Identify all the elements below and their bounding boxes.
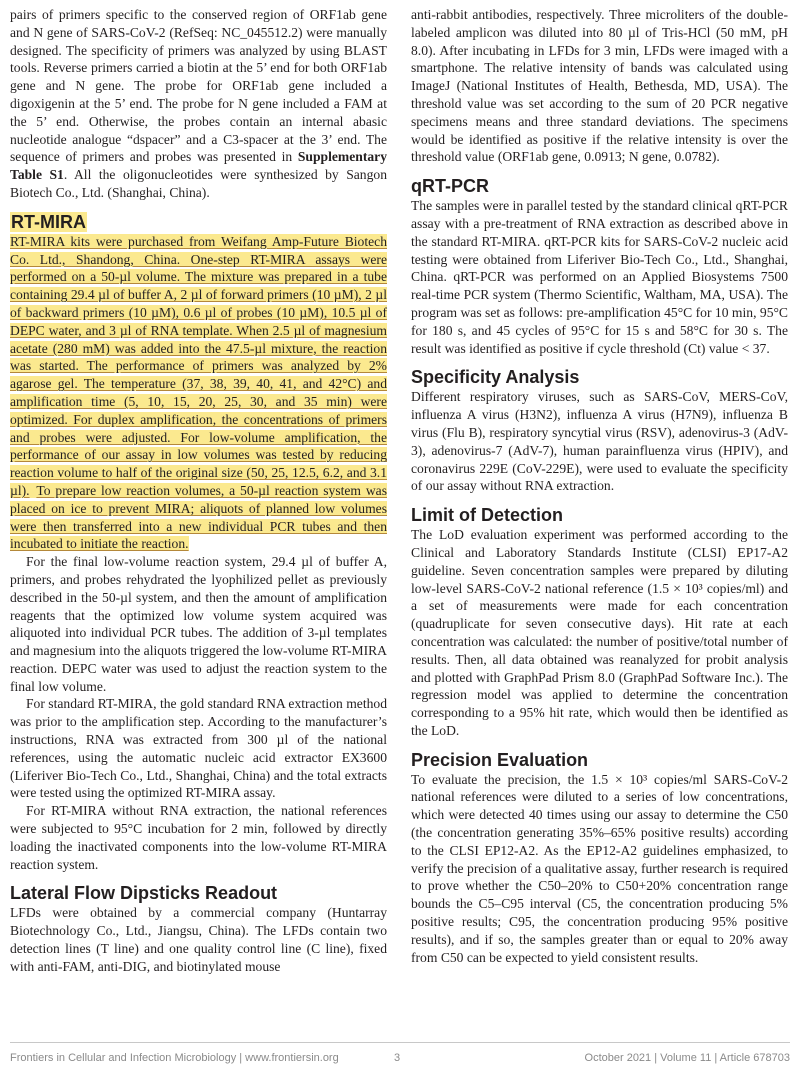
limit-of-detection-paragraph: The LoD evaluation experiment was performed according to the Clinical and Laboratory Standards Institute (CLSI) EP17-A2 guideline. Seven concentration samples were prepared by diluting low-level SARS-CoV-2 national reference (1.5 × 10³ copies/ml) and a set of measurements were made for each concentration (quadruplicate for seven consecutive days). Hit rate at each concentration was calculated: the number of positive/total number of results. Then, all data obtained was reanalyzed for probit analysis and plotted with GraphPad Prism 8.0 (GraphPad Software Inc.). The regression model was applied to determine the concentration corresponding to a 95% hit rate, which would then be identified as the LoD. — [411, 527, 788, 738]
precision-paragraph: To evaluate the precision, the 1.5 × 10³ copies/ml SARS-CoV-2 national references were diluted to a series of low concentrations, which were detected 40 times using our assay to determine the C50 (the concentration generating 35%–65% positive results) according to the CLSI EP12-A2. As the EP12-A2 guidelines emphasized, to verify the precision of a qualitative assay, further research is required to prove whether the C50–20% to C50+20% concentration range bounds the C5–C95 interval (C5, the concentration producing 5% positive results; C95, the concentration producing 95% positive results), and if so, the samples greater than or equal to 20% away from C50 can be expected to yield consistent results. — [411, 771, 788, 965]
without-extraction-paragraph: For RT-MIRA without RNA extraction, the national references were subjected to 95°C incubation for 2 min, followed by directly loading the inactivated components into the low-volume RT-MIRA reaction system. — [10, 803, 387, 872]
rt-mira-highlighted-text: RT-MIRA kits were purchased from Weifang Amp-Future Biotech Co. Ltd., Shandong, China. One-step RT-MIRA assays were performed on a 50-µl volume. The mixture was prepared in a tube containing 29.4 µl of buffer A, 2 µl of forward primers (10 µM), 2 µl of backward primers (10 µM), 0.6 µl of probes (10 µM), 10.5 µl of DEPC water, and 3 µl of RNA template. When 2.5 µl of magnesium acetate (280 mM) was added into the 47.5-µl mixture, the reaction was started. The performance of primers was analyzed by 2% agarose gel. The temperature (37, 38, 39, 40, 41, and 42°C) and amplification time (5, 10, 15, 20, 25, 30, and 35 min) were optimized. For duplex amplification, the concentrations of primers and probes were adjusted. For low-volume amplification, the performance of our assay in low volumes was tested by reducing reaction volume to half of the original size (50, 25, 12.5, 6.2, and 3.1 µl). — [10, 233, 387, 498]
specificity-paragraph: Different respiratory viruses, such as SARS-CoV, MERS-CoV, influenza A virus (H3N2), influenza A virus (H7N9), influenza B virus (Flu B), respiratory syncytial virus (RSV), adenovirus-3 (AdV-3), adenovirus-7 (AdV-7), human parainfluenza virus (HPIV), and coronavirus 229E (CoV-229E), were used to evaluate the specificity of our assay without RNA extraction. — [411, 389, 788, 494]
right-column — [411, 6, 788, 966]
lfd-paragraph-continued: anti-rabbit antibodies, respectively. Three microliters of the double-labeled amplicon was diluted into 80 µl of Tris-HCl (50 mM, pH 8.0). After incubating in LFDs for 3 min, LFDs were imaged with a smartphone. The relative intensity of bands was calculated using ImageJ (National Institutes of Health, Bethesda, MD, USA). The threshold value was set according to the sum of 20 PCR negative specimens means and three standard deviations. The specimens would be identified as positive if the relative intensity is over the threshold value (ORF1ab gene, 0.0913; N gene, 0.0782). — [411, 7, 788, 165]
section-heading-specificity: Specificity Analysis — [411, 367, 580, 388]
section-heading-precision: Precision Evaluation — [411, 749, 589, 770]
rt-mira-paragraph — [10, 233, 387, 553]
rt-mira-heading-text: RT-MIRA — [11, 211, 86, 232]
footer-issue: October 2021 | Volume 11 | Article 678703 — [584, 1052, 790, 1064]
section-heading-lfd: Lateral Flow Dipsticks Readout — [10, 883, 278, 904]
page-footer — [10, 1042, 790, 1064]
intro-text: pairs of primers specific to the conserved region of ORF1ab gene and N gene of SARS-CoV-2 (RefSeq: NC_045512.2) were manually designed. The specificity of primers was analyzed by using BLAST tools. Reverse primers carried a biotin at the 5’ end for both ORF1ab gene and N gene. The probe for ORF1ab gene included a digoxigenin at the 5’ end. The probe for N gene included a FAM at the 5’ end. Otherwise, the probes contain an internal abasic nucleotide analogue “dspacer” and a C3-spacer at the 3’ end. The sequence of primers and probes was presented in — [10, 7, 387, 165]
section-heading-rt-mira — [10, 211, 387, 233]
lfd-paragraph: LFDs were obtained by a commercial company (Huntarray Biotechnology Co., Ltd., Jiangsu, China). The LFDs contain two detection lines (T line) and one quality control line (C line), fixed with anti-FAM, anti-DIG, and biotinylated mouse — [10, 905, 387, 974]
rt-mira-highlighted-text-2: To prepare low reaction volumes, a 50-µl reaction system was placed on ice to prevent MIRA; aliquots of planned low volumes were then transferred into a new individual PCR tubes and then incubated to initiate the reaction. — [10, 482, 387, 552]
supplementary-table-link[interactable]: Supplementary Table S1 — [10, 149, 387, 183]
low-volume-paragraph: For the final low-volume reaction system, 29.4 µl of buffer A, primers, and probes rehydrated the lyophilized pellet as previously described in the 50-µl system, and then the amount of amplification reagents that the optimized low volume system acquired was aliquoted into individual PCR tubes. The addition of 3-µl templates and magnesium into the aliquots triggered the low-volume RT-MIRA reaction. DEPC water was used to adjust the reaction system to the final low volume. — [10, 554, 387, 694]
section-heading-qrt-pcr: qRT-PCR — [411, 176, 489, 197]
section-heading-limit-of-detection: Limit of Detection — [411, 505, 563, 526]
methods-paragraph-intro — [10, 6, 387, 202]
intro-text-end: . All the oligonucleotides were synthesized by Sangon Biotech Co., Ltd. (Shanghai, China). — [10, 167, 387, 200]
left-column — [10, 6, 387, 976]
standard-rt-mira-paragraph: For standard RT-MIRA, the gold standard RNA extraction method was prior to the amplification step. According to the manufacturer’s instructions, RNA was extracted from 300 µl of the national references, using the automatic nucleic acid extractor EX3600 (Liferiver Bio-Tech Co., Ltd., Shanghai, China) and the total extracts were tested using the optimized RT-MIRA assay. — [10, 696, 387, 801]
footer-journal[interactable]: Frontiers in Cellular and Infection Microbiology | www.frontiersin.org — [10, 1052, 339, 1064]
footer-page-number: 3 — [394, 1052, 401, 1064]
qrt-pcr-paragraph: The samples were in parallel tested by the standard clinical qRT-PCR assay with a pre-treatment of RNA extraction as described above in the standard RT-MIRA. qRT-PCR kits for SARS-CoV-2 nucleic acid testing were obtained from Liferiver Bio-Tech Co., Ltd., Shanghai, China. qRT-PCR was performed on an Applied Biosystems 7500 real-time PCR system (Thermo Scientific, Waltham, MA, USA). The program was set as follows: pre-amplification 45°C for 10 min, 95°C for 180 s, and 45 cycles of 95°C for 15 s and 58°C for 30 s. The result was identified as positive if cycle threshold (Ct) value < 37. — [411, 198, 788, 356]
